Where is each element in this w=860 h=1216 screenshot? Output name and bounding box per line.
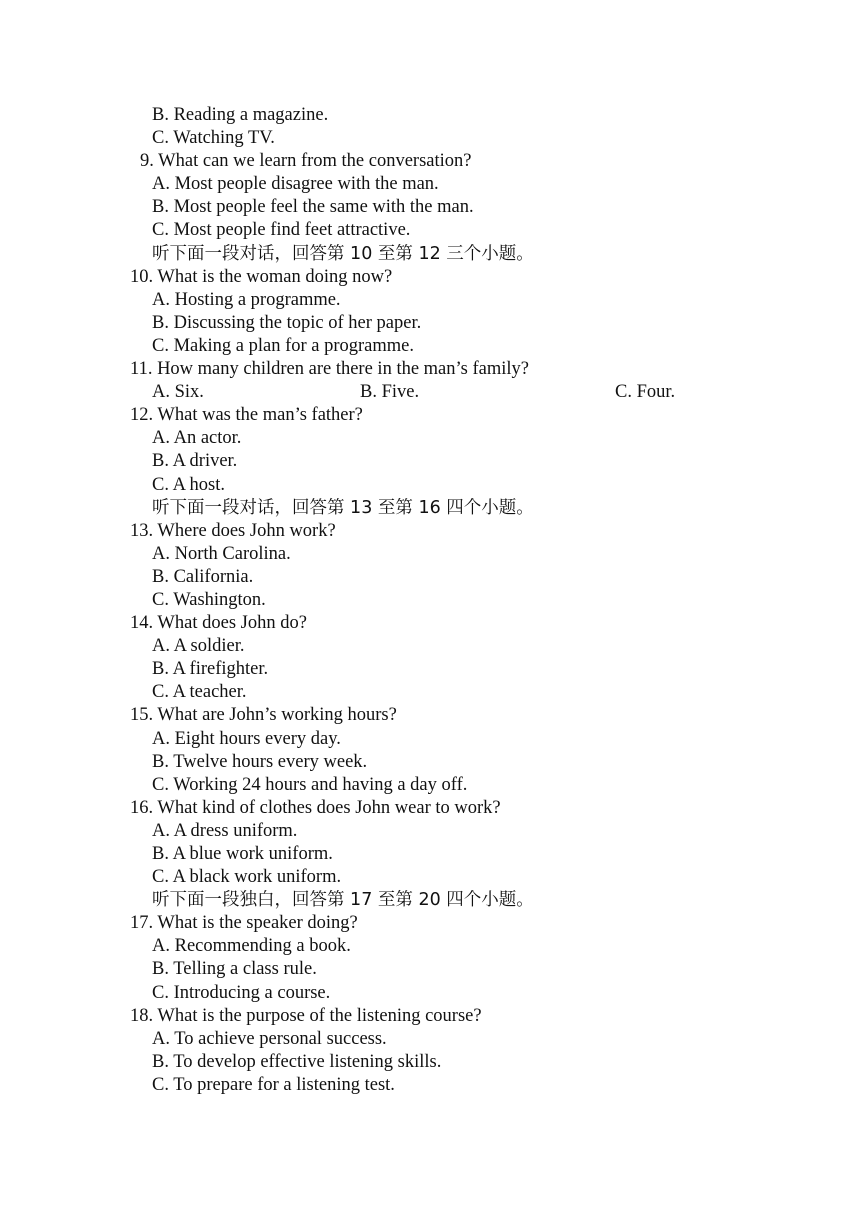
question-text: 10. What is the woman doing now? [130,266,393,287]
option-text: C. Watching TV. [152,128,275,149]
option-text: B. Telling a class rule. [152,959,317,980]
option-text: A. Most people disagree with the man. [152,174,439,195]
option-text: A. A soldier. [152,636,245,657]
question-text: 12. What was the man’s father? [130,405,363,426]
option-text: C. Washington. [152,589,266,610]
option-text: C. A teacher. [152,682,247,703]
option-text: A. Six. [152,382,204,403]
option-text: A. Hosting a programme. [152,289,341,310]
question-text: 17. What is the speaker doing? [130,913,358,934]
question-text: 14. What does John do? [130,613,307,634]
option-text: A. Eight hours every day. [152,728,341,749]
question-text: 13. Where does John work? [130,520,336,541]
option-text: C. Working 24 hours and having a day off. [152,774,468,795]
exam-page [0,104,860,1097]
option-text: C. To prepare for a listening test. [152,1074,395,1095]
option-text: B. California. [152,566,254,587]
option-text: B. Discussing the topic of her paper. [152,312,422,333]
section-instruction: 听下面一段对话，回答第 13 至第 16 四个小题。 [152,497,534,518]
option-text: B. Twelve hours every week. [152,751,368,772]
option-text: B. Most people feel the same with the man. [152,197,474,218]
option-text: A. Recommending a book. [152,936,351,957]
option-text: C. Four. [615,382,676,403]
question-text: 18. What is the purpose of the listening course? [130,1005,482,1026]
section-instruction: 听下面一段独白，回答第 17 至第 20 四个小题。 [152,890,534,911]
section-instruction: 听下面一段对话，回答第 10 至第 12 三个小题。 [152,243,534,264]
option-text: B. A blue work uniform. [152,844,333,864]
option-text: A. An actor. [152,428,242,449]
option-text: B. A driver. [152,451,238,472]
option-text: B. Five. [360,382,420,403]
question-text: 9. What can we learn from the conversation? [140,151,472,172]
question-text: 11. How many children are there in the man’s family? [130,359,529,380]
option-text: A. To achieve personal success. [152,1028,387,1049]
option-text: B. A firefighter. [152,659,269,680]
option-text: A. North Carolina. [152,543,291,564]
option-text: B. To develop effective listening skills. [152,1051,442,1072]
option-text: C. A host. [152,474,225,495]
option-text: C. Making a plan for a programme. [152,335,415,356]
option-text: C. A black work uniform. [152,867,342,888]
option-row [0,381,860,404]
option-text: C. Most people find feet attractive. [152,220,411,241]
option-text: A. A dress uniform. [152,820,298,841]
question-text: 15. What are John’s working hours? [130,705,397,726]
question-text: 16. What kind of clothes does John wear to work? [130,797,501,818]
option-text: B. Reading a magazine. [152,105,329,125]
option-text: C. Introducing a course. [152,982,331,1003]
